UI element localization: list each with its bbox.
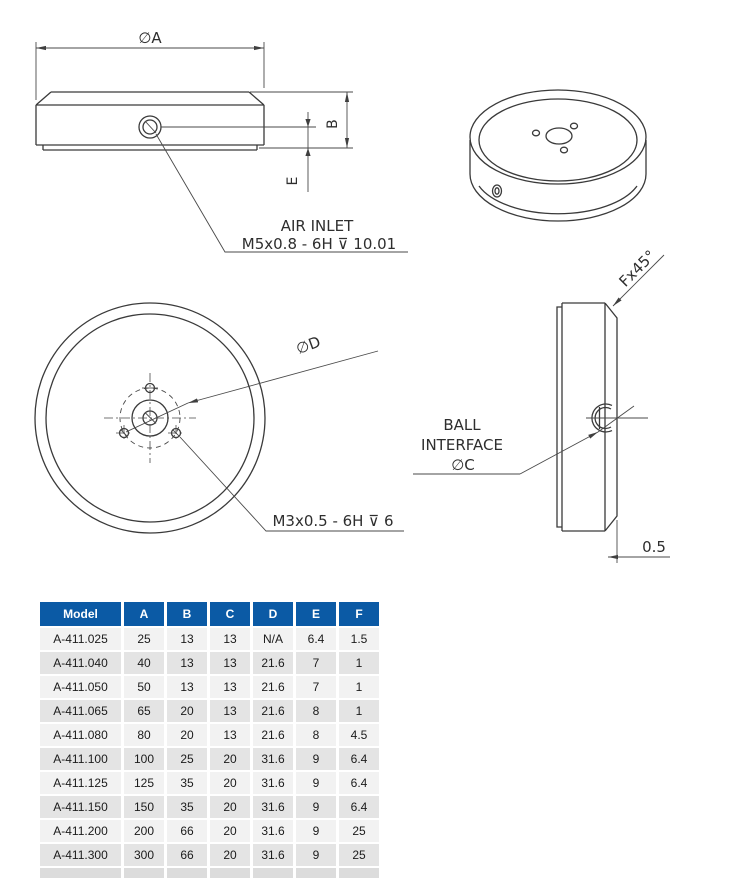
iso-center-hole <box>546 128 572 144</box>
ball-label-1: BALL <box>443 416 481 434</box>
front-view-dimensions <box>36 29 408 253</box>
value-cell: 25 <box>339 844 379 866</box>
value-cell: 20 <box>210 772 250 794</box>
value-cell: 31.6 <box>253 820 293 842</box>
value-cell: 13 <box>210 628 250 650</box>
table-row <box>40 628 379 650</box>
model-cell: A-411.025 <box>40 628 121 650</box>
value-cell: 9 <box>296 748 336 770</box>
value-cell: 20 <box>210 820 250 842</box>
value-cell: 7 <box>296 652 336 674</box>
iso-mount-hole <box>561 147 568 153</box>
value-cell: 6.4 <box>296 628 336 650</box>
table-row <box>40 748 379 770</box>
column-header-f: F <box>339 602 379 626</box>
partial-cell <box>253 868 293 878</box>
value-cell: 1.5 <box>339 628 379 650</box>
value-cell: 9 <box>296 796 336 818</box>
value-cell: 13 <box>167 652 207 674</box>
value-cell: 35 <box>167 772 207 794</box>
profile-outline <box>557 303 617 531</box>
partial-cell <box>167 868 207 878</box>
table-row <box>40 724 379 746</box>
ball-label-2: INTERFACE <box>421 436 503 454</box>
chamfer-label: Fx45° <box>615 246 660 291</box>
value-cell: 13 <box>167 628 207 650</box>
dia-d-label: ∅D <box>293 332 323 358</box>
spec-table-section <box>37 600 382 880</box>
value-cell: 25 <box>339 820 379 842</box>
dia-d-leader <box>188 351 378 403</box>
value-cell: 7 <box>296 676 336 698</box>
model-cell: A-411.050 <box>40 676 121 698</box>
value-cell: 20 <box>210 796 250 818</box>
spec-table <box>37 600 382 880</box>
iso-mount-hole <box>533 130 540 136</box>
value-cell: 66 <box>167 820 207 842</box>
iso-mount-hole <box>571 123 578 129</box>
model-cell: A-411.040 <box>40 652 121 674</box>
value-cell: 6.4 <box>339 796 379 818</box>
table-header-row <box>40 602 379 626</box>
value-cell: 31.6 <box>253 772 293 794</box>
value-cell: 6.4 <box>339 748 379 770</box>
profile-view <box>413 247 670 563</box>
value-cell: 9 <box>296 820 336 842</box>
column-header-model: Model <box>40 602 121 626</box>
value-cell: 125 <box>124 772 164 794</box>
value-cell: 6.4 <box>339 772 379 794</box>
table-row <box>40 844 379 866</box>
table-row-partial <box>40 868 379 878</box>
front-view <box>36 92 264 150</box>
dim-label-e: E <box>285 176 301 186</box>
value-cell: 31.6 <box>253 796 293 818</box>
partial-cell <box>124 868 164 878</box>
iso-air-inlet <box>493 185 502 197</box>
table-row <box>40 652 379 674</box>
dim-label-05: 0.5 <box>642 538 666 556</box>
value-cell: 21.6 <box>253 652 293 674</box>
model-cell: A-411.125 <box>40 772 121 794</box>
column-header-e: E <box>296 602 336 626</box>
value-cell: 66 <box>167 844 207 866</box>
value-cell: 31.6 <box>253 748 293 770</box>
iso-top-face <box>470 90 646 184</box>
value-cell: 21.6 <box>253 724 293 746</box>
value-cell: 1 <box>339 652 379 674</box>
value-cell: 13 <box>167 676 207 698</box>
column-header-b: B <box>167 602 207 626</box>
value-cell: 200 <box>124 820 164 842</box>
front-view-outline <box>36 92 264 150</box>
column-header-c: C <box>210 602 250 626</box>
model-cell: A-411.100 <box>40 748 121 770</box>
ball-leader <box>520 432 598 474</box>
table-row <box>40 820 379 842</box>
value-cell: 4.5 <box>339 724 379 746</box>
ball-label-3: ∅C <box>451 456 475 474</box>
air-inlet-title: AIR INLET <box>280 217 354 235</box>
air-inlet-spec: M5x0.8 - 6H ⊽ 10.01 <box>241 235 397 253</box>
dim-label-b: B <box>325 119 341 129</box>
model-cell: A-411.150 <box>40 796 121 818</box>
value-cell: 20 <box>210 844 250 866</box>
value-cell: 150 <box>124 796 164 818</box>
dim-label-a: ∅A <box>138 29 162 47</box>
value-cell: 31.6 <box>253 844 293 866</box>
value-cell: 8 <box>296 724 336 746</box>
table-row <box>40 700 379 722</box>
value-cell: N/A <box>253 628 293 650</box>
value-cell: 13 <box>210 724 250 746</box>
iso-chamfer-edge <box>479 99 637 181</box>
value-cell: 20 <box>167 700 207 722</box>
value-cell: 13 <box>210 652 250 674</box>
value-cell: 13 <box>210 676 250 698</box>
model-cell: A-411.080 <box>40 724 121 746</box>
value-cell: 20 <box>210 748 250 770</box>
partial-cell <box>296 868 336 878</box>
value-cell: 25 <box>167 748 207 770</box>
table-row <box>40 796 379 818</box>
value-cell: 35 <box>167 796 207 818</box>
m3-spec: M3x0.5 - 6H ⊽ 6 <box>272 512 394 530</box>
value-cell: 21.6 <box>253 700 293 722</box>
model-cell: A-411.300 <box>40 844 121 866</box>
table-row <box>40 676 379 698</box>
partial-cell <box>210 868 250 878</box>
model-cell: A-411.065 <box>40 700 121 722</box>
table-row <box>40 772 379 794</box>
value-cell: 25 <box>124 628 164 650</box>
partial-cell <box>40 868 121 878</box>
value-cell: 8 <box>296 700 336 722</box>
value-cell: 80 <box>124 724 164 746</box>
partial-cell <box>339 868 379 878</box>
plan-view <box>35 303 404 533</box>
column-header-d: D <box>253 602 293 626</box>
value-cell: 21.6 <box>253 676 293 698</box>
value-cell: 9 <box>296 772 336 794</box>
model-cell: A-411.200 <box>40 820 121 842</box>
value-cell: 100 <box>124 748 164 770</box>
value-cell: 20 <box>167 724 207 746</box>
value-cell: 40 <box>124 652 164 674</box>
iso-lip-edge <box>479 186 637 214</box>
value-cell: 300 <box>124 844 164 866</box>
value-cell: 13 <box>210 700 250 722</box>
value-cell: 9 <box>296 844 336 866</box>
isometric-view <box>470 90 646 221</box>
column-header-a: A <box>124 602 164 626</box>
value-cell: 65 <box>124 700 164 722</box>
value-cell: 50 <box>124 676 164 698</box>
value-cell: 1 <box>339 700 379 722</box>
value-cell: 1 <box>339 676 379 698</box>
